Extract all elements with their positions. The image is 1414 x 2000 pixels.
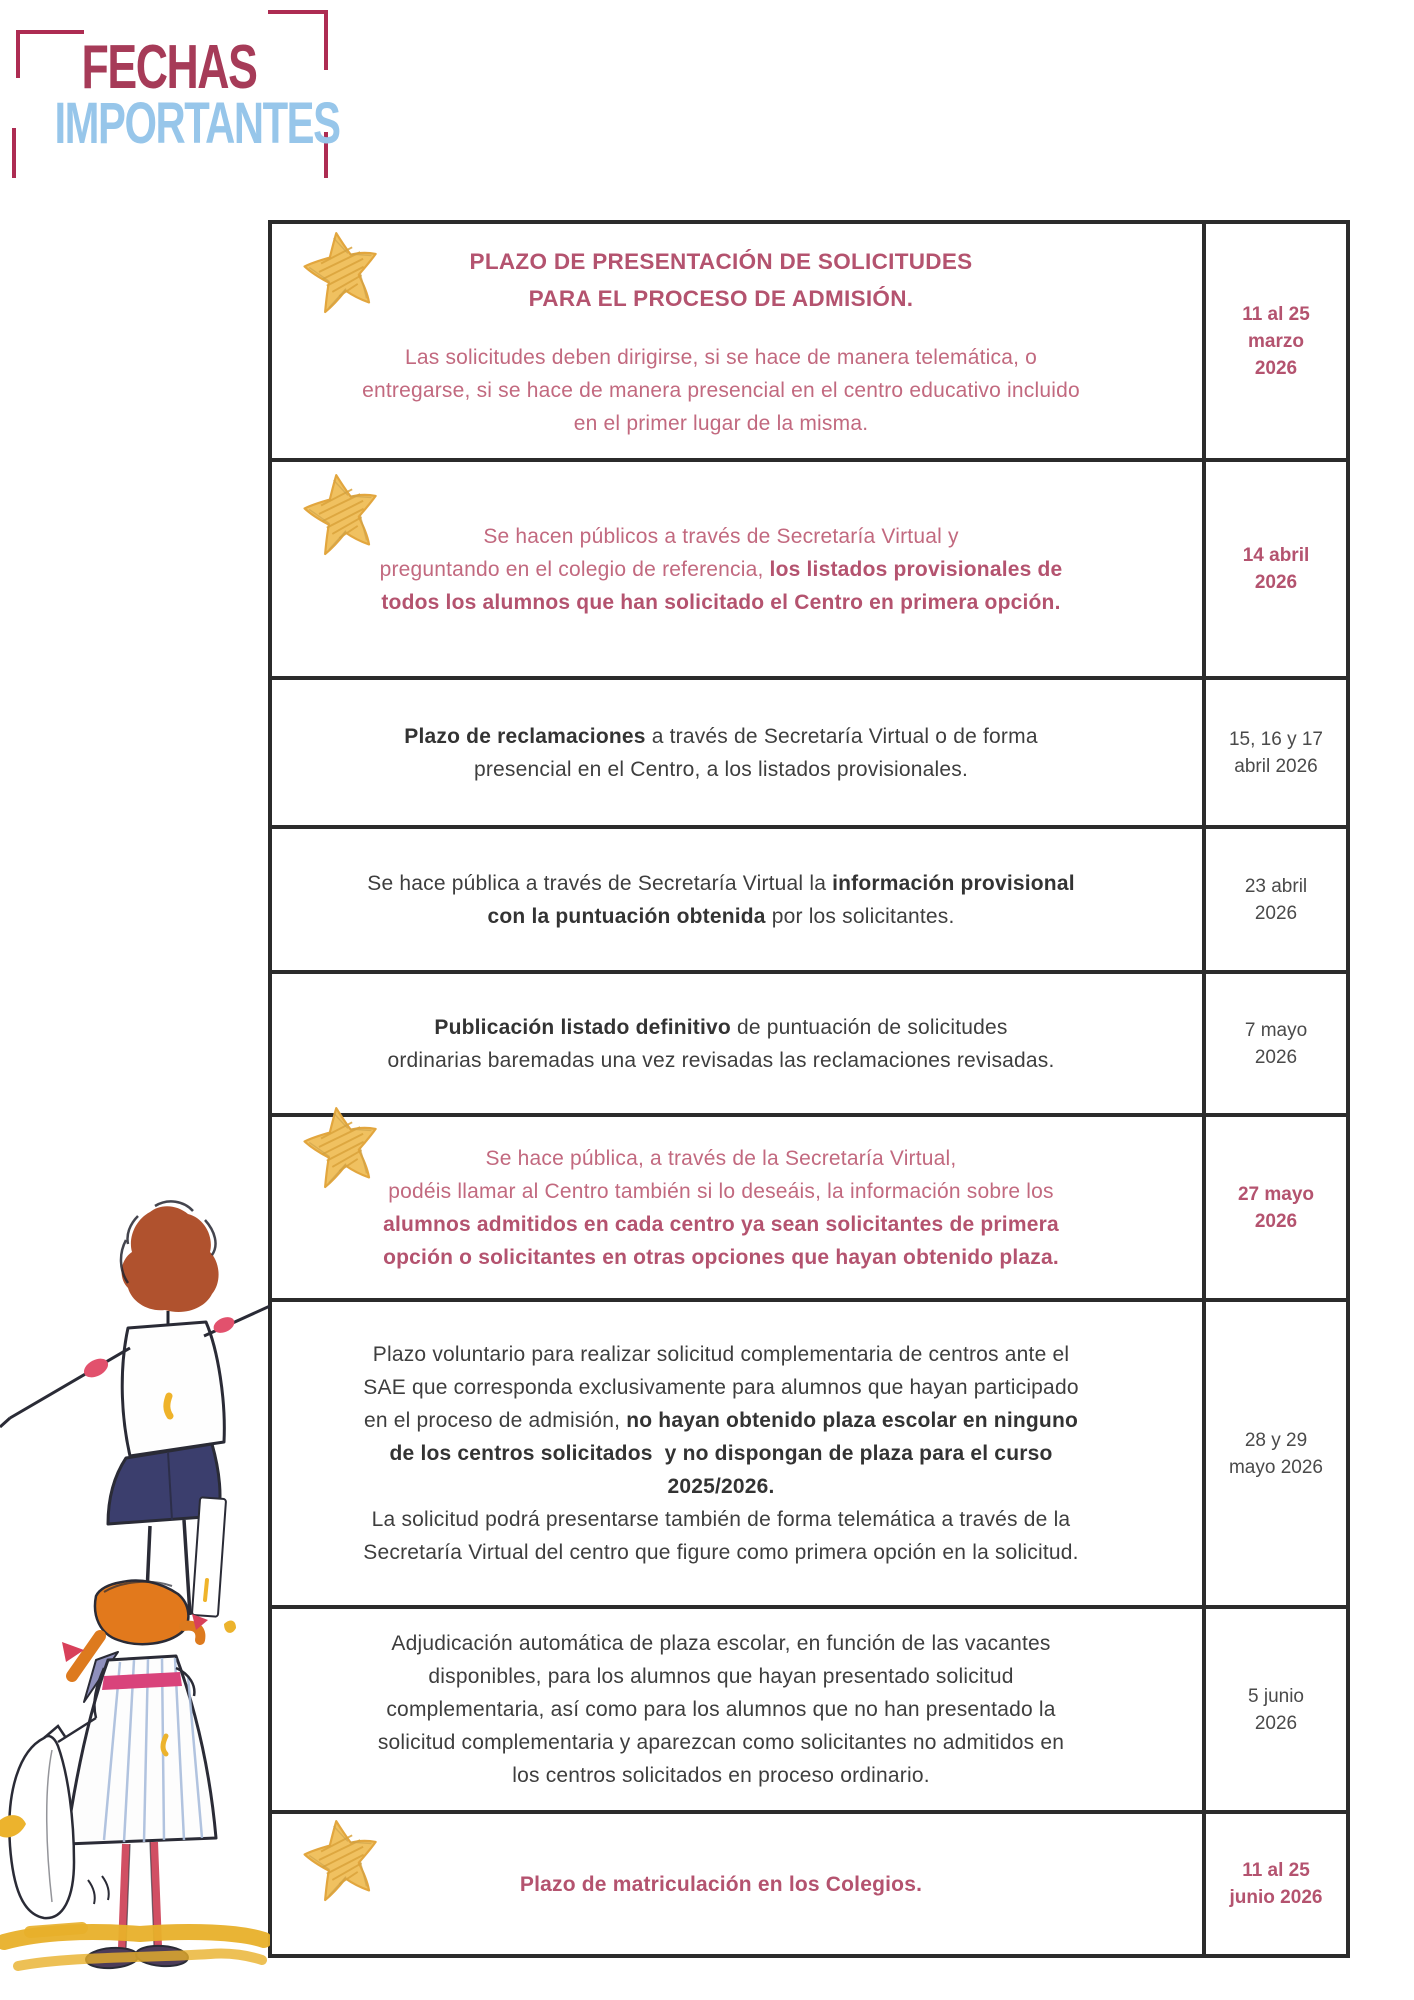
date-cell bbox=[1202, 1814, 1346, 1954]
logo-line-fechas: FECHAS bbox=[81, 33, 257, 102]
event-cell bbox=[272, 1609, 1202, 1810]
event-cell bbox=[272, 1814, 1202, 1954]
date-line: 2026 bbox=[1254, 1046, 1298, 1068]
text-line bbox=[378, 1660, 1064, 1693]
text-segment: todos los alumnos que han solicitado el Centro en primera opción. bbox=[381, 590, 1061, 614]
event-cell bbox=[272, 829, 1202, 970]
date-cell bbox=[1202, 1609, 1346, 1810]
text-line bbox=[404, 753, 1037, 786]
text-line bbox=[380, 586, 1063, 619]
text-line bbox=[404, 720, 1037, 753]
text-segment: de los centros solicitados y no dispongan de plaza para el curso bbox=[389, 1442, 1053, 1465]
date-cell bbox=[1202, 224, 1346, 458]
text-segment: entregarse, si se hace de manera presencial en el centro educativo incluido bbox=[362, 378, 1080, 402]
table-row bbox=[272, 1298, 1346, 1605]
event-title bbox=[362, 243, 1080, 317]
event-cell bbox=[272, 680, 1202, 825]
date-cell bbox=[1202, 974, 1346, 1113]
date-cell bbox=[1202, 1302, 1346, 1605]
text-line bbox=[378, 1759, 1064, 1792]
text-segment: Plazo de matriculación en los Colegios. bbox=[519, 1872, 923, 1896]
text-line bbox=[520, 1868, 922, 1901]
text-line bbox=[363, 1371, 1078, 1404]
table-row bbox=[272, 970, 1346, 1113]
event-description bbox=[367, 867, 1075, 933]
text-line bbox=[363, 1470, 1078, 1503]
event-text bbox=[378, 1627, 1064, 1792]
event-text bbox=[380, 520, 1063, 619]
text-line bbox=[387, 1011, 1054, 1044]
date-line: 28 y 29 bbox=[1244, 1429, 1308, 1451]
date-line: 5 junio bbox=[1248, 1685, 1304, 1707]
event-text bbox=[363, 1338, 1078, 1569]
star-icon bbox=[298, 1816, 390, 1904]
date-line: junio 2026 bbox=[1229, 1887, 1323, 1908]
text-line bbox=[363, 1404, 1078, 1437]
text-segment: La solicitud podrá presentarse también de forma telemática a través de la bbox=[371, 1508, 1071, 1531]
text-segment: a través de Secretaría Virtual o de forma bbox=[645, 724, 1038, 748]
dates-table bbox=[268, 220, 1350, 1958]
logo-line-importantes: IMPORTANTES bbox=[54, 91, 340, 156]
tall-child bbox=[0, 1201, 270, 1616]
table-row bbox=[272, 825, 1346, 970]
table-row bbox=[272, 224, 1346, 458]
event-description bbox=[363, 1338, 1078, 1569]
text-segment: Secretaría Virtual del centro que figure como primera opción en la solicitud. bbox=[363, 1541, 1079, 1564]
text-line bbox=[383, 1142, 1059, 1175]
text-line bbox=[362, 341, 1080, 374]
date-line: 2026 bbox=[1254, 357, 1298, 379]
text-segment: opción o solicitantes en otras opciones que hayan obtenido plaza. bbox=[383, 1245, 1059, 1269]
date-line: 14 abril bbox=[1242, 545, 1310, 566]
text-segment: por los solicitantes. bbox=[765, 904, 955, 928]
small-girl bbox=[62, 1581, 216, 1970]
text-line bbox=[363, 1536, 1078, 1569]
event-description bbox=[383, 1142, 1059, 1274]
event-text bbox=[520, 1868, 922, 1901]
text-line bbox=[383, 1241, 1059, 1274]
event-description bbox=[380, 520, 1063, 619]
text-segment: Adjudicación automática de plaza escolar, en función de las vacantes bbox=[391, 1632, 1051, 1655]
text-segment: alumnos admitidos en cada centro ya sean solicitantes de primera bbox=[383, 1212, 1059, 1236]
text-segment: podéis llamar al Centro también si lo deseáis, la información sobre los bbox=[388, 1179, 1054, 1203]
event-cell bbox=[272, 1117, 1202, 1298]
event-description bbox=[404, 720, 1037, 786]
date-cell bbox=[1202, 680, 1346, 825]
event-text bbox=[387, 1011, 1054, 1077]
text-segment: en el proceso de admisión, bbox=[363, 1409, 627, 1432]
text-segment: disponibles, para los alumnos que hayan presentado solicitud bbox=[428, 1665, 1014, 1688]
text-segment: ordinarias baremadas una vez revisadas las reclamaciones revisadas. bbox=[387, 1048, 1055, 1072]
date-line: 15, 16 y 17 bbox=[1228, 728, 1324, 750]
text-segment: Plazo voluntario para realizar solicitud complementaria de centros ante el bbox=[372, 1343, 1070, 1366]
text-segment: 2025/2026. bbox=[667, 1475, 775, 1498]
date-line: 23 abril bbox=[1244, 875, 1308, 897]
text-segment: complementaria, así como para los alumnos que no han presentado la bbox=[386, 1698, 1056, 1721]
text-line bbox=[362, 407, 1080, 440]
text-line bbox=[378, 1726, 1064, 1759]
table-row bbox=[272, 458, 1346, 676]
text-segment: de puntuación de solicitudes bbox=[730, 1015, 1008, 1039]
star-icon bbox=[298, 228, 390, 316]
event-cell bbox=[272, 462, 1202, 676]
logo-fechas-importantes bbox=[10, 6, 340, 178]
date-cell bbox=[1202, 462, 1346, 676]
event-cell bbox=[272, 974, 1202, 1113]
star-icon bbox=[298, 470, 390, 558]
text-line bbox=[383, 1208, 1059, 1241]
text-line bbox=[367, 900, 1075, 933]
text-segment: SAE que corresponda exclusivamente para alumnos que hayan participado bbox=[363, 1376, 1079, 1399]
text-segment: PARA EL PROCESO DE ADMISIÓN. bbox=[528, 285, 914, 311]
date-line: 2026 bbox=[1254, 902, 1298, 924]
event-text bbox=[383, 1142, 1059, 1274]
table-row bbox=[272, 1810, 1346, 1954]
event-text bbox=[367, 867, 1075, 933]
text-line bbox=[363, 1437, 1078, 1470]
table-row bbox=[272, 676, 1346, 825]
event-text bbox=[362, 243, 1080, 440]
text-line bbox=[363, 1338, 1078, 1371]
text-line bbox=[380, 520, 1063, 553]
text-line bbox=[383, 1175, 1059, 1208]
text-line bbox=[362, 374, 1080, 407]
text-line bbox=[362, 243, 1080, 280]
date-line: 11 al 25 bbox=[1242, 1860, 1310, 1881]
text-segment: Se hacen públicos a través de Secretaría Virtual y bbox=[483, 524, 959, 548]
text-line bbox=[378, 1627, 1064, 1660]
event-description bbox=[378, 1627, 1064, 1792]
text-segment: los centros solicitados en proceso ordinario. bbox=[512, 1764, 930, 1787]
date-line: 27 mayo bbox=[1237, 1183, 1315, 1205]
date-line: 11 al 25 bbox=[1242, 303, 1310, 325]
text-segment: con la puntuación obtenida bbox=[487, 904, 766, 928]
text-line bbox=[378, 1693, 1064, 1726]
date-line: 2026 bbox=[1254, 572, 1298, 593]
text-segment: Las solicitudes deben dirigirse, si se hace de manera telemática, o bbox=[404, 345, 1038, 369]
text-line bbox=[363, 1503, 1078, 1536]
table-row bbox=[272, 1113, 1346, 1298]
event-description bbox=[520, 1868, 922, 1901]
text-segment: no hayan obtenido plaza escolar en ninguno bbox=[626, 1409, 1078, 1432]
text-segment: Publicación listado definitivo bbox=[434, 1015, 731, 1039]
text-segment: Se hace pública, a través de la Secretaría Virtual, bbox=[485, 1146, 957, 1170]
text-segment: PLAZO DE PRESENTACIÓN DE SOLICITUDES bbox=[469, 248, 973, 274]
text-segment: información provisional bbox=[832, 871, 1075, 895]
text-line bbox=[387, 1044, 1054, 1077]
date-line: 2026 bbox=[1254, 1210, 1298, 1232]
date-line: 2026 bbox=[1254, 1712, 1298, 1734]
text-segment: presencial en el Centro, a los listados provisionales. bbox=[473, 757, 969, 781]
date-line: mayo 2026 bbox=[1228, 1456, 1323, 1478]
date-cell bbox=[1202, 1117, 1346, 1298]
text-segment: en el primer lugar de la misma. bbox=[573, 411, 869, 435]
date-line: abril 2026 bbox=[1234, 755, 1318, 777]
text-line bbox=[380, 553, 1063, 586]
star-icon bbox=[298, 1103, 390, 1191]
event-description bbox=[387, 1011, 1054, 1077]
children-illustration bbox=[0, 1190, 270, 2000]
date-line: 7 mayo bbox=[1244, 1019, 1308, 1041]
text-segment: preguntando en el colegio de referencia, bbox=[379, 557, 770, 581]
text-line bbox=[367, 867, 1075, 900]
date-cell bbox=[1202, 829, 1346, 970]
date-line: marzo bbox=[1248, 330, 1304, 352]
event-cell bbox=[272, 224, 1202, 458]
text-segment: Plazo de reclamaciones bbox=[404, 724, 646, 748]
text-segment: los listados provisionales de bbox=[769, 557, 1063, 581]
table-row bbox=[272, 1605, 1346, 1810]
text-segment: solicitud complementaria y aparezcan como solicitantes no admitidos en bbox=[377, 1731, 1065, 1754]
event-description bbox=[362, 341, 1080, 440]
text-segment: Se hace pública a través de Secretaría Virtual la bbox=[367, 871, 833, 895]
bracket-bottom-left bbox=[12, 128, 20, 178]
text-line bbox=[362, 280, 1080, 317]
event-text bbox=[404, 720, 1037, 786]
event-cell bbox=[272, 1302, 1202, 1605]
